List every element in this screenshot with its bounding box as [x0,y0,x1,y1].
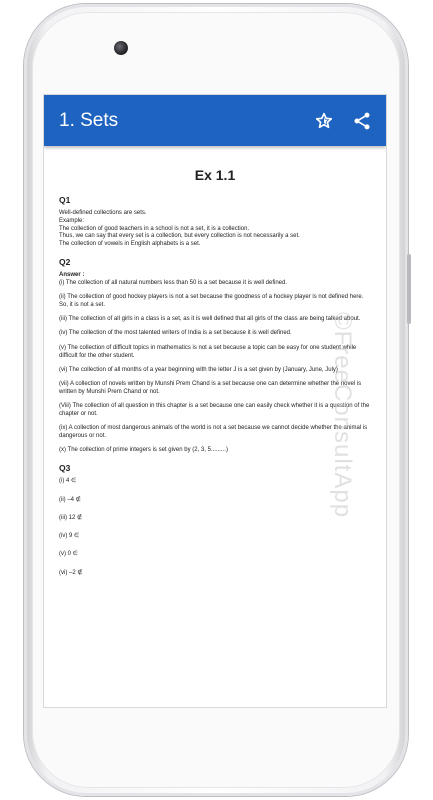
answer-item: (iii) The collection of all girls in a class is a set, as it is well defined that all girls of the class are being talked about. [59,316,361,323]
answer-item: (ii) –4 ∉ [59,496,81,503]
answer-item: (v) The collection of difficult topics in mathematics is not a set because a topic can be easy for one student while difficult for the other student. [59,344,357,359]
answer-item: (iii) 12 ∉ [59,514,83,521]
question-heading-q2: Q2 [59,256,71,267]
answer-item: (i) 4 ∈ [59,478,77,485]
answer-item: (vi) –2 ∉ [59,569,83,576]
answer-item: (x) The collection of prime integers is set given by (2, 3, 5.........) [59,447,228,454]
q3-answer-list [59,478,371,577]
front-camera [114,41,128,55]
text-line: The collection of good teachers in a school is not a set, it is a collection. [59,225,250,232]
q1-answer [59,210,371,249]
answer-item: (v) 0 ∈ [59,551,78,558]
favorite-button[interactable] [310,107,338,135]
q2-answer-list [59,280,371,455]
text-line: Well-defined collections are sets. [59,210,147,216]
share-icon [352,111,372,131]
answer-item: (ix) A collection of most dangerous animals of the world is not a set because we cannot decide whether the animal is dangerous or not. [59,425,368,440]
app-screen [44,95,386,707]
watermark-text: ©FreeConsultApp [329,311,356,519]
exercise-title: Ex 1.1 [194,167,236,183]
app-bar [44,95,386,146]
star-icon [314,111,334,131]
answer-item: (i) The collection of all natural numbers less than 50 is a set because it is well defined. [59,279,288,286]
answer-item: (iv) 9 ∈ [59,533,80,540]
text-line: Example: [59,217,85,224]
content-area [44,146,386,707]
page-title: 1. Sets [59,109,119,131]
answer-item: (iv) The collection of the most talented writers of India is a set because it is well defined. [59,330,292,337]
side-button [407,254,411,324]
question-heading-q3: Q3 [59,463,71,474]
answer-item: (vi) The collection of all months of a year beginning with the letter J is a set given by (January, June, July) [59,366,338,373]
question-heading-q1: Q1 [59,195,71,205]
share-button[interactable] [348,107,376,135]
answer-label: Answer : [59,271,85,278]
answer-item: (ii) The collection of good hockey players is not a set because the goodness of a hockey player is not defined here. So, it is not a set. [59,294,364,308]
text-line: The collection of vowels in English alphabets is a set. [59,241,201,248]
answer-item: (Viii) The collection of all question in this chapter is a set because one can easily check whether it is a question of the chapter or not. [59,403,370,418]
text-line: Thus, we can say that every set is a collection, but every collection is not necessarily a set. [59,233,300,240]
answer-item: (vii) A collection of novels written by Munshi Prem Chand is a set because one can determine whether the novel is written by Munshi Prem Chand or not. [59,381,362,395]
